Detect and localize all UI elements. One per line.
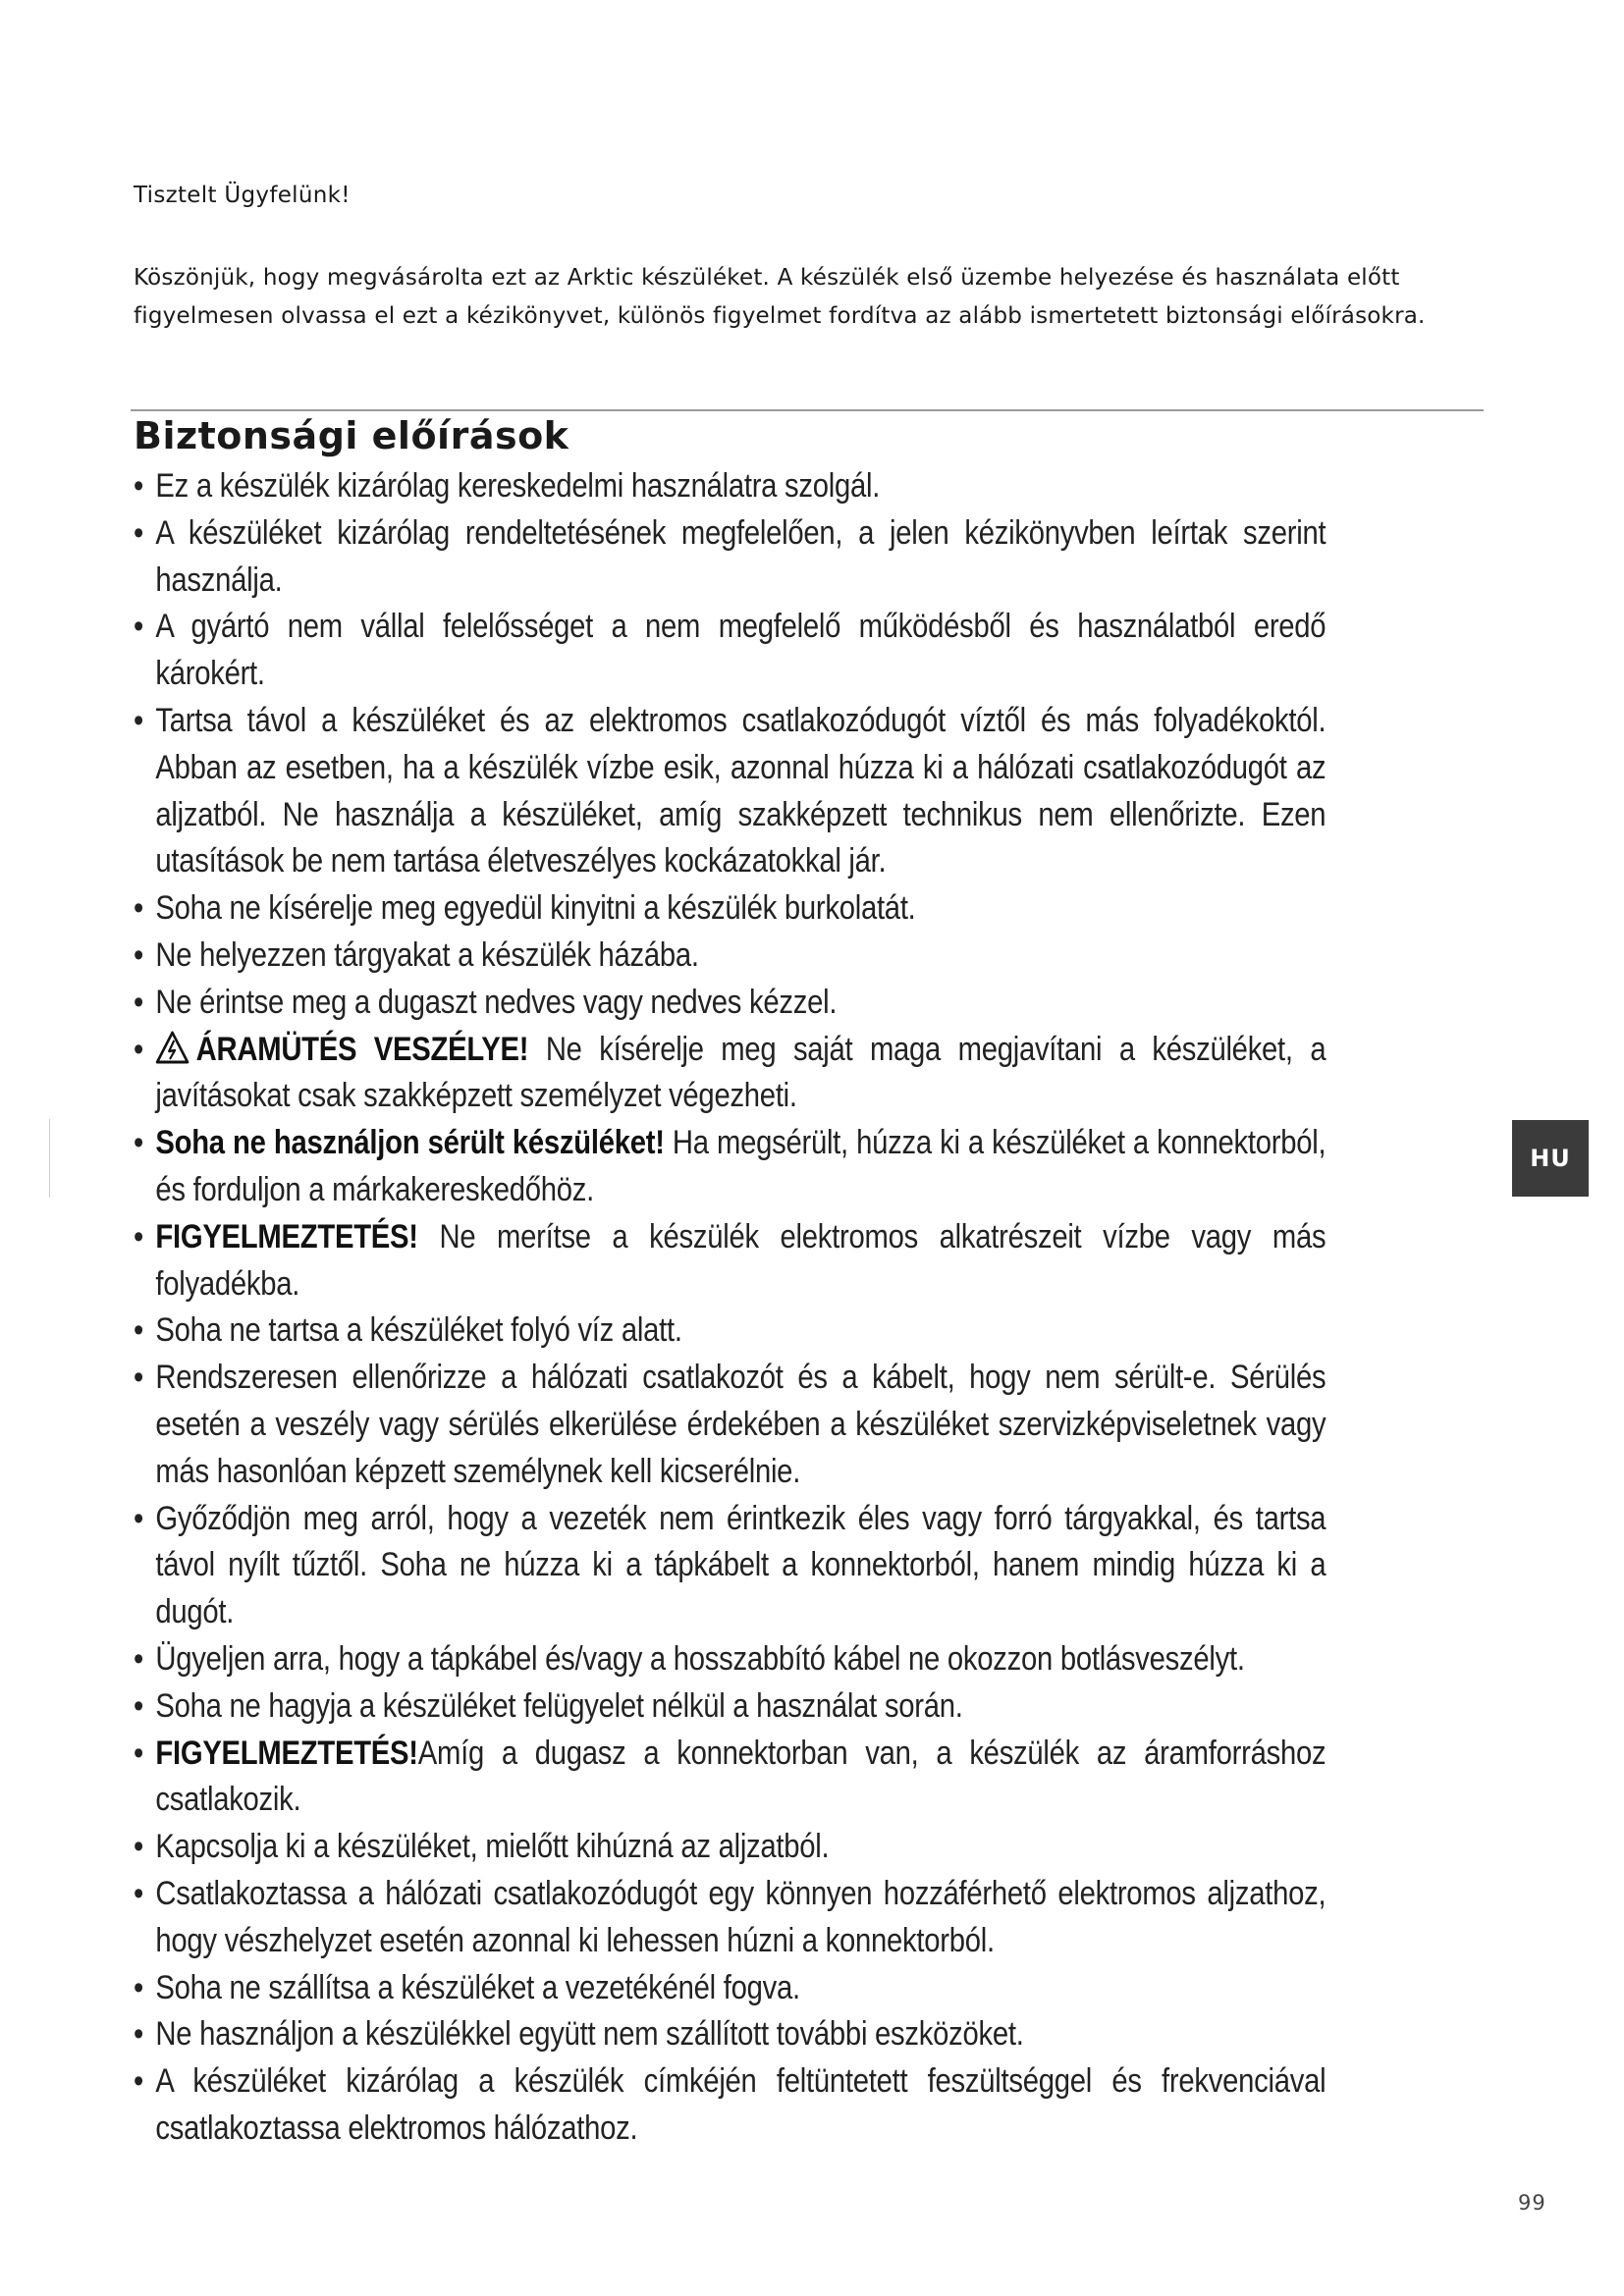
list-item xyxy=(134,1027,1326,1121)
list-item xyxy=(134,1731,1326,1825)
bullet: • xyxy=(134,1828,143,1866)
bullet: • xyxy=(134,1359,143,1397)
language-tab xyxy=(1512,1120,1589,1197)
bullet: • xyxy=(134,1499,143,1537)
item-text: A gyártó nem vállal felelősséget a nem megfelelő működésből és használatból eredő károkért. xyxy=(155,608,1326,693)
list-item xyxy=(134,604,1326,698)
item-lead: ÁRAMÜTÉS VESZÉLYE! xyxy=(195,1030,529,1068)
page-number: 99 xyxy=(1518,2191,1546,2215)
item-text: Rendszeresen ellenőrizze a hálózati csatlakozót és a kábelt, hogy nem sérült-e. Sérülés esetén a veszély vagy sérülés elkerülése érdekében a készüléket szervizképviseletnek vagy más hasonlóan képzett személynek kell kicserélnie. xyxy=(155,1359,1326,1490)
item-text: Amíg a dugasz a konnektorban van, a készülék az áramforráshoz csatlakozik. xyxy=(155,1734,1326,1819)
bullet: • xyxy=(134,1639,143,1678)
item-lead: FIGYELMEZTETÉS! xyxy=(155,1734,418,1772)
list-item xyxy=(134,463,1326,510)
item-text: Tartsa távol a készüléket és az elektromos csatlakozódugót víztől és más folyadékoktól. Abban az esetben, ha a készülék vízbe esik, azonnal húzza ki a hálózati csatlakozódugót az aljzatból. Ne használja a készüléket, amíg szakképzett technikus nem ellenőrizte. Ezen utasítások be nem tartása életveszélyes kockázatokkal jár. xyxy=(155,701,1326,881)
bullet: • xyxy=(134,2015,143,2054)
item-text: Ne használjon a készülékkel együtt nem szállított további eszközöket. xyxy=(155,2015,1024,2054)
bullet: • xyxy=(134,1124,143,1162)
intro-paragraph: Köszönjük, hogy megvásárolta ezt az Arktic készüléket. A készülék első üzembe helyezése és használata előtt figyelmesen olvassa el ezt a kézikönyvet, különös figyelmet fordítva az alább ismertetett biztonsági előírásokra. xyxy=(134,265,1426,329)
list-item xyxy=(134,1355,1326,1495)
bullet: • xyxy=(134,1217,143,1255)
bullet: • xyxy=(134,889,143,928)
section-title: Biztonsági előírások xyxy=(134,414,569,457)
language-tab-label: HU xyxy=(1530,1145,1571,1172)
list-item xyxy=(134,1871,1326,1965)
list-item xyxy=(134,1965,1326,2012)
item-text: Soha ne szállítsa a készüléket a vezetékénél fogva. xyxy=(155,1968,800,2006)
margin-marker xyxy=(49,1119,50,1198)
item-text: A készüléket kizárólag a készülék címkéjén feltüntetett feszültséggel és frekvenciával csatlakoztassa elektromos hálózathoz. xyxy=(155,2062,1326,2147)
item-text: Soha ne kísérelje meg egyedül kinyitni a készülék burkolatát. xyxy=(155,889,916,928)
item-text: Ez a készülék kizárólag kereskedelmi használatra szolgál. xyxy=(155,467,881,505)
bullet: • xyxy=(134,701,143,739)
list-item xyxy=(134,1824,1326,1871)
list-item xyxy=(134,698,1326,885)
item-text: Győződjön meg arról, hogy a vezeték nem érintkezik éles vagy forró tárgyakkal, és tartsa távol nyílt tűztől. Soha ne húzza ki a tápkábelt a konnektorból, hanem mindig húzza ki a dugót. xyxy=(155,1499,1326,1631)
list-item xyxy=(134,933,1326,980)
electric-shock-warning-icon xyxy=(155,1031,189,1064)
item-text: Ne érintse meg a dugaszt nedves vagy nedves kézzel. xyxy=(155,983,838,1021)
list-item xyxy=(134,2058,1326,2153)
list-item xyxy=(134,1308,1326,1355)
bullet: • xyxy=(134,983,143,1021)
item-text: Ne kísérelje meg saját maga megjavítani a készüléket, a javításokat csak szakképzett személyzet végezheti. xyxy=(155,1030,1326,1115)
list-item xyxy=(134,510,1326,605)
bullet: • xyxy=(134,1968,143,2006)
list-item xyxy=(134,980,1326,1027)
list-item xyxy=(134,1496,1326,1636)
bullet: • xyxy=(134,1311,143,1350)
bullet: • xyxy=(134,513,143,552)
item-lead: Soha ne használjon sérült készüléket! xyxy=(155,1124,665,1162)
item-text: A készüléket kizárólag rendeltetésének megfelelően, a jelen kézikönyvben leírtak szerint használja. xyxy=(155,513,1326,599)
bullet: • xyxy=(134,1686,143,1725)
bullet: • xyxy=(134,1874,143,1912)
bullet: • xyxy=(134,608,143,646)
greeting: Tisztelt Ügyfelünk! xyxy=(134,183,351,208)
safety-rules-list xyxy=(134,463,1326,2153)
bullet: • xyxy=(134,1734,143,1772)
bullet: • xyxy=(134,467,143,505)
bullet: • xyxy=(134,1030,143,1068)
item-text: Ne merítse a készülék elektromos alkatrészeit vízbe vagy más folyadékba. xyxy=(155,1217,1326,1303)
bullet: • xyxy=(134,935,143,974)
item-text: Ha megsérült, húzza ki a készüléket a konnektorból, és forduljon a márkakereskedőhöz. xyxy=(155,1124,1326,1208)
item-text: Soha ne tartsa a készüléket folyó víz alatt. xyxy=(155,1311,682,1350)
list-item xyxy=(134,2011,1326,2058)
item-text: Ügyeljen arra, hogy a tápkábel és/vagy a hosszabbító kábel ne okozzon botlásveszélyt. xyxy=(155,1639,1245,1678)
list-item xyxy=(134,1636,1326,1683)
item-text: Ne helyezzen tárgyakat a készülék házába. xyxy=(155,935,699,974)
section-divider xyxy=(131,409,1484,411)
list-item xyxy=(134,1683,1326,1731)
item-text: Kapcsolja ki a készüléket, mielőtt kihúzná az aljzatból. xyxy=(155,1828,830,1866)
item-lead: FIGYELMEZTETÉS! xyxy=(155,1217,418,1255)
list-item xyxy=(134,1214,1326,1308)
item-text: Csatlakoztassa a hálózati csatlakozódugót egy könnyen hozzáférhető elektromos aljzathoz, hogy vészhelyzet esetén azonnal ki lehessen húzni a konnektorból. xyxy=(155,1874,1326,1959)
list-item xyxy=(134,1120,1326,1214)
list-item xyxy=(134,885,1326,933)
item-text: Soha ne hagyja a készüléket felügyelet nélkül a használat során. xyxy=(155,1686,963,1725)
bullet: • xyxy=(134,2062,143,2101)
